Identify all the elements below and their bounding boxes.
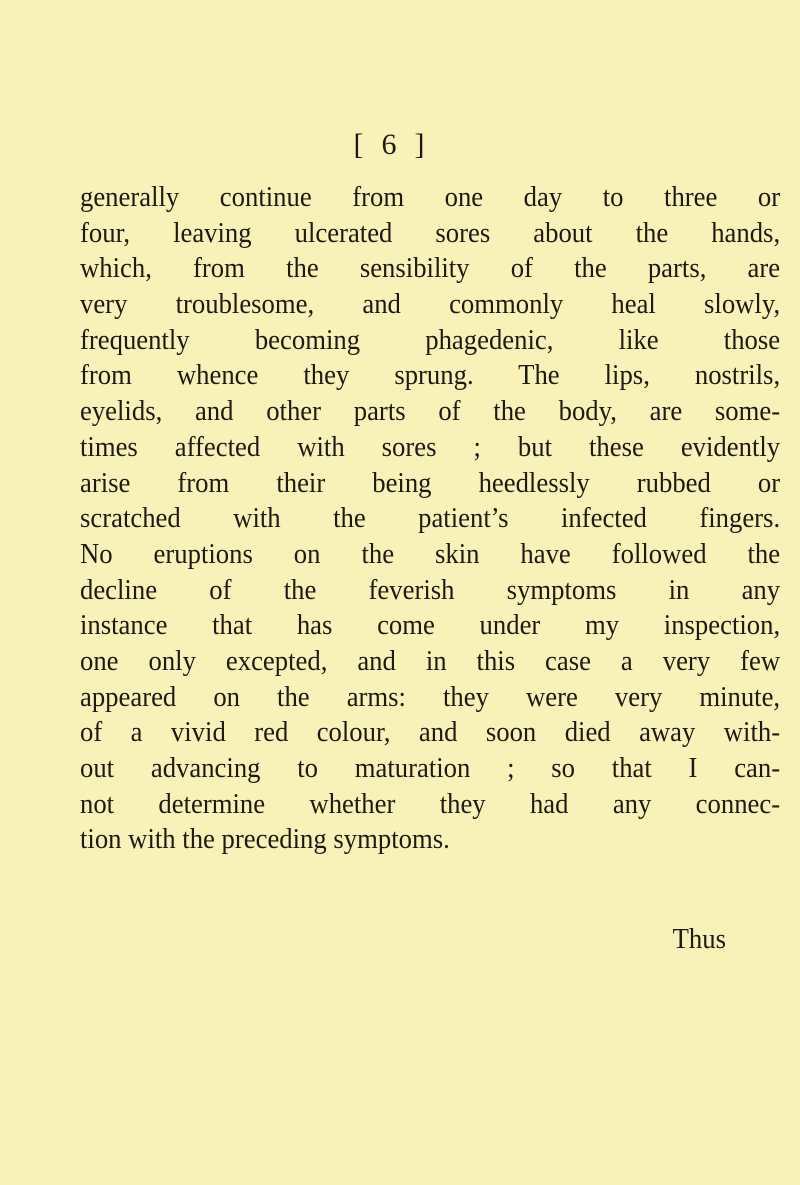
page-number: [0, 128, 800, 162]
text-line: appeared on the arms: they were very minute,: [80, 680, 781, 713]
text-line: arise from their being heedlessly rubbed or: [80, 466, 781, 499]
text-line: one only excepted, and in this case a very few: [80, 644, 781, 677]
text-line: very troublesome, and commonly heal slowly,: [80, 288, 781, 321]
text-line: from whence they sprung. The lips, nostrils,: [80, 359, 781, 392]
text-line: tion with the preceding symptoms.: [80, 823, 450, 856]
text-line: eyelids, and other parts of the body, are some-: [80, 395, 781, 428]
page-number-value: 6: [381, 128, 399, 161]
text-line: out advancing to maturation ; so that I can-: [80, 752, 781, 784]
text-line: not determine whether they had any connec-: [80, 787, 781, 820]
page-number-bracket-open: [: [353, 128, 366, 161]
text-line: instance that has come under my inspection,: [80, 609, 781, 642]
text-line: frequently becoming phagedenic, like those: [80, 323, 781, 356]
text-line: times affected with sores ; but these evidently: [80, 430, 781, 463]
page-number-bracket-close: ]: [414, 128, 427, 161]
text-line: four, leaving ulcerated sores about the hands,: [80, 216, 781, 249]
text-line: of a vivid red colour, and soon died away with-: [80, 716, 781, 749]
text-line: which, from the sensibility of the parts, are: [80, 252, 781, 285]
text-line: generally continue from one day to three or: [80, 181, 781, 213]
text-line: No eruptions on the skin have followed the: [80, 537, 781, 570]
text-line: scratched with the patient’s infected fingers.: [80, 502, 781, 535]
catchword: Thus: [672, 923, 726, 955]
text-line: decline of the feverish symptoms in any: [80, 573, 781, 606]
body-text: [80, 180, 780, 858]
